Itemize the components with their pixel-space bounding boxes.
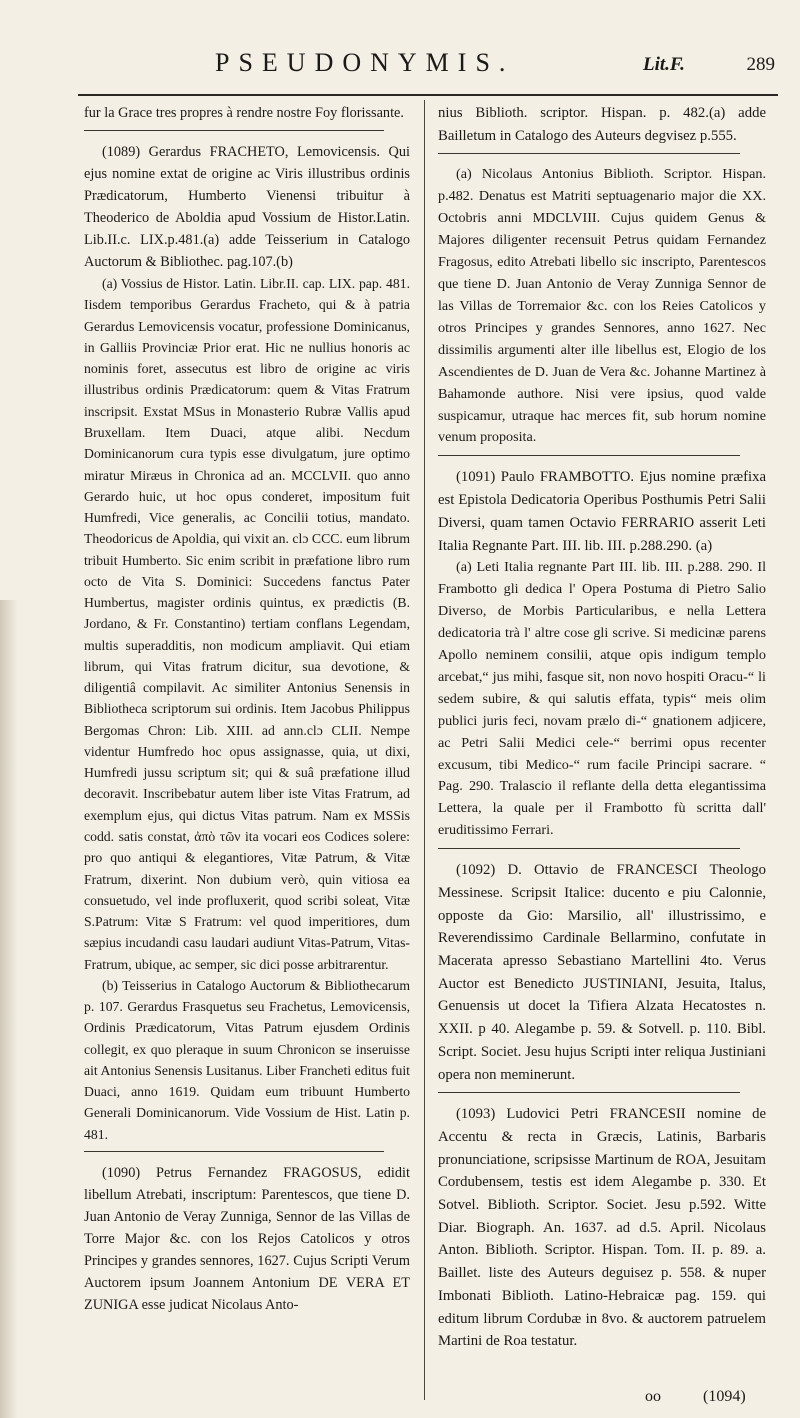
footnote: (b) Teisserius in Catalogo Auctorum & Bibliothecarum p. 107. Gerardus Frasquetus seu Frachetus, Lemovicensis, Ordinis Prædicatorum, Vitas Patrum ejusdem Ordinis collegit, ex quo pleraque in suum Chronicon se inseruisse ait Antonius Senensis Lusitanus. Liber Francheti editus fuit Duaci, anno 1619. Quidam eum tribuunt Humberto Generali Dominicanorum. Vide Vossium de Hist. Latin p. 481. (84, 977, 410, 1142)
catalog-entry: (1091) Paulo FRAMBOTTO. Ejus nomine præfixa est Epistola Dedicatoria Operibus Posthumis Petri Salii Diversi, quam tamen Octavio FERRARIO asserit Leti Italia Regnante Part. III. lib. III. p.288.290. (a) (438, 469, 766, 554)
footnote: (a) Leti Italia regnante Part III. lib. III. p.288. 290. Il Frambotto gli dedica l' Opera Postuma di Pietro Salio Diverso, de Morbis Particularibus, e nella Lettera dedicatoria trà l' altre cose gli scrive. Si medicinæ parens Apollo neminem consilii, atque opis indigum templo arcebat,“ jus mihi, fasque sit, non novo hospiti Oracu-“ li sedem subire, & qui salutis effata, typis“ meis olim publici juris feci, novam prælo di-“ gnationem adjicere, ac Petri Salii Medici cele-“ berrimi opus recenter excusum, tibi Medico-“ rum facile Principi sacrare. “ Pag. 290. Tralascio il reflante della detta elegantissima Lettera, la quale per il Frambotto fù scritta dall' eruditissimo Ferrari. (438, 559, 766, 839)
catalog-entry: (1089) Gerardus FRACHETO, Lemovicensis. Qui ejus nomine extat de origine ac Viris illustribus ordinis Prædicatorum, Humberto Vienensi tribuitur à Theoderico de Aboldia apud Vossium de Histor.Latin. Lib.II.c. LIX.p.481.(a) adde Teisserium in Catalogo Auctorum & Bibliothec. pag.107.(b) (84, 144, 410, 271)
signature-mark: oo (645, 1388, 661, 1405)
page-header (80, 48, 775, 88)
left-column (84, 102, 410, 1316)
continued-text: fur la Grace tres propres à rendre nostre Foy florissante. (84, 105, 404, 121)
section-separator (438, 1092, 740, 1093)
running-head: PSEUDONYMIS. (215, 48, 515, 77)
catchword: (1094) (703, 1388, 746, 1405)
footnote: (a) Vossius de Histor. Latin. Libr.II. cap. LIX. pap. 481. Iisdem temporibus Gerardus Fracheto, qui & à patria Gerardus Lemovicensis vocatur, professione Dominicanus, in Galliis Provinciæ Prior erat. Hic ne nullius honoris ac nominis foret, assecutus est libro de origine ac viris illustribus ordinis Prædicatorum: quem & Vitas Fratrum inscripsit. Exstat MSus in Monasterio Rubræ Vallis apud Bruxellam. Item Duaci, atque alibi. Necdum Dominicanorum cura typis esse divulgatum, jure optimo miratur Miræus in Chronica ad an. MCCLVII. quo anno Gerardo huic, ut hoc opus conderet, impositum fuit Humfredi, Vice generalis, ac Concilii totius, mandato. Theodoricus de Apoldia, qui vixit an. clɔ CCC. eum librum tribuit Humberto. Sic enim scribit in præfatione libro rum octo de Vita S. Dominici: Succedens fanctus Pater Humbertus, magister ordinis quintus, ex prædictis (B. Jordano, & Fr. Constantino) tertiam conflans Legendam, multis superadditis, non modicum ampliavit. Qui etiam librum, qui Vitas fratrum dicitur, sua devotione, & diligentiâ compilavit. Ac similiter Antonius Senensis in Bibliotheca scriptorum sui ordinis. Item Jacobus Philippus Bergomas Chron: Lib. XIII. ad ann.clɔ CLII. Nempe videntur Humfredo hoc opus assignasse, quia, ut dixi, Humfredi jussu scriptum sit; qui & suâ præfatione illud decoravit. Inscribebatur autem liber iste Vitas Fratrum, ad exemplum ejus, qui dictus Vitas patrum. Nam ex MSSis codd. satis constat, ἀπὸ τῶν ita vocari eos Codices solere: pro quo antiqui & elegantiores, Vitæ Patrum, & Vitæ Fratrum, dixerint. Non dubium verò, quin vitiosa ea consuetudo, vel inde profluxerit, quod scribi soleat, Vitæ S.Patrum: Vitæ S Fratrum: vel quod imperitiores, dum sæpius incudandi casu laudari audiunt Vitas-Patrum, Vitas-Fratrum, ubique, ac semper, sic dici posse arbitrarentur. (84, 276, 410, 972)
section-separator (84, 1151, 384, 1152)
catalog-entry: (1090) Petrus Fernandez FRAGOSUS, edidit libellum Atrebati, inscriptum: Parentescos, que tiene D. Juan Antonio de Veray Zunniga, Sennor de las Villas de Torre Major &c. con los Rejos Catolicos y otros Principes y grandes sennores, 1627. Cujus Scripti Verum Auctorem ipsum Joannem Antonium DE VERA ET ZUNIGA esse judicat Nicolaus Anto- (84, 1165, 410, 1314)
page-number: 289 (746, 54, 775, 75)
section-separator (438, 455, 740, 456)
continued-text: nius Biblioth. scriptor. Hispan. p. 482.(a) adde Bailletum in Catalogo des Auteurs degvisez p.555. (438, 105, 766, 144)
section-separator (84, 130, 384, 131)
section-separator (438, 848, 740, 849)
catalog-entry: (1092) D. Ottavio de FRANCESCI Theologo Messinese. Scripsit Italice: ducento e piu Calonnie, opposte da Gio: Marsilio, all' illustrissimo, e Reverendissimo Cardinale Bellarmino, confutate in Macerata apresso Sebastiano Martellini 4to. Verus Auctor est Benedicto JUSTINIANI, Jesuita, Italus, Genuensis ut docet la Tifiera Alzata Hecatostes n. XXII. p 40. Alegambe p. 59. & Sotvell. p. 110. Bibl. Script. Societ. Jesu hujus Scripti inter reliqua Justiniani opera non meminerunt. (438, 862, 766, 1083)
scan-binding-edge (0, 600, 18, 1418)
header-rule (78, 94, 778, 96)
section-separator (438, 153, 740, 154)
column-divider (424, 100, 425, 1400)
catalog-entry: (1093) Ludovici Petri FRANCESII nomine de Accentu & recta in Græcis, Latinis, Barbaris pronunciatione, scripsisse Martinum de ROA, Jesuitam Cordubensem, testis est idem Alegambe p. 330. Et Sotvel. Biblioth. Scriptor. Societ. Jesu p.592. Witte Diar. Biograph. An. 1637. ad d.5. April. Nicolaus Anton. Biblioth. Scriptor. Hispan. Tom. II. p. 89. a. Baillet. liste des Auteurs deguisez p. 558. & nuper Imbonati Biblioth. Latino-Hebraicæ pag. 159. qui editum librum Cordubæ in 8vo. & auctorem patruelem Martini de Roa testatur. (438, 1106, 766, 1350)
right-column (438, 102, 766, 1353)
footnote: (a) Nicolaus Antonius Biblioth. Scriptor. Hispan. p.482. Denatus est Matriti septuagenario major die XX. Octobris anni MDCLVIII. Cujus quidem Genus & Majores diligenter recensuit Petrus quidam Fernandez Fragosus, edito Atrebati libello sic inscripto, Parentescos que tiene D. Juan Antonio de Veray Zunniga Sennor de las Villas de Torremaior &c. con los Reies Catolicos y otros Principes y grandes Sennores, anno 1627. Nec dissimilis argumenti alter ille libellus est, Elogio de los Ascendientes de D. Juan de Vera &c. Johanne Martinez à Bahamonde authore. Nisi vere ipsius, quod valde suspicamur, utraque hac merces fit, sub horum nomine venum proposita. (438, 166, 766, 446)
section-mark: Lit.F. (643, 54, 685, 75)
